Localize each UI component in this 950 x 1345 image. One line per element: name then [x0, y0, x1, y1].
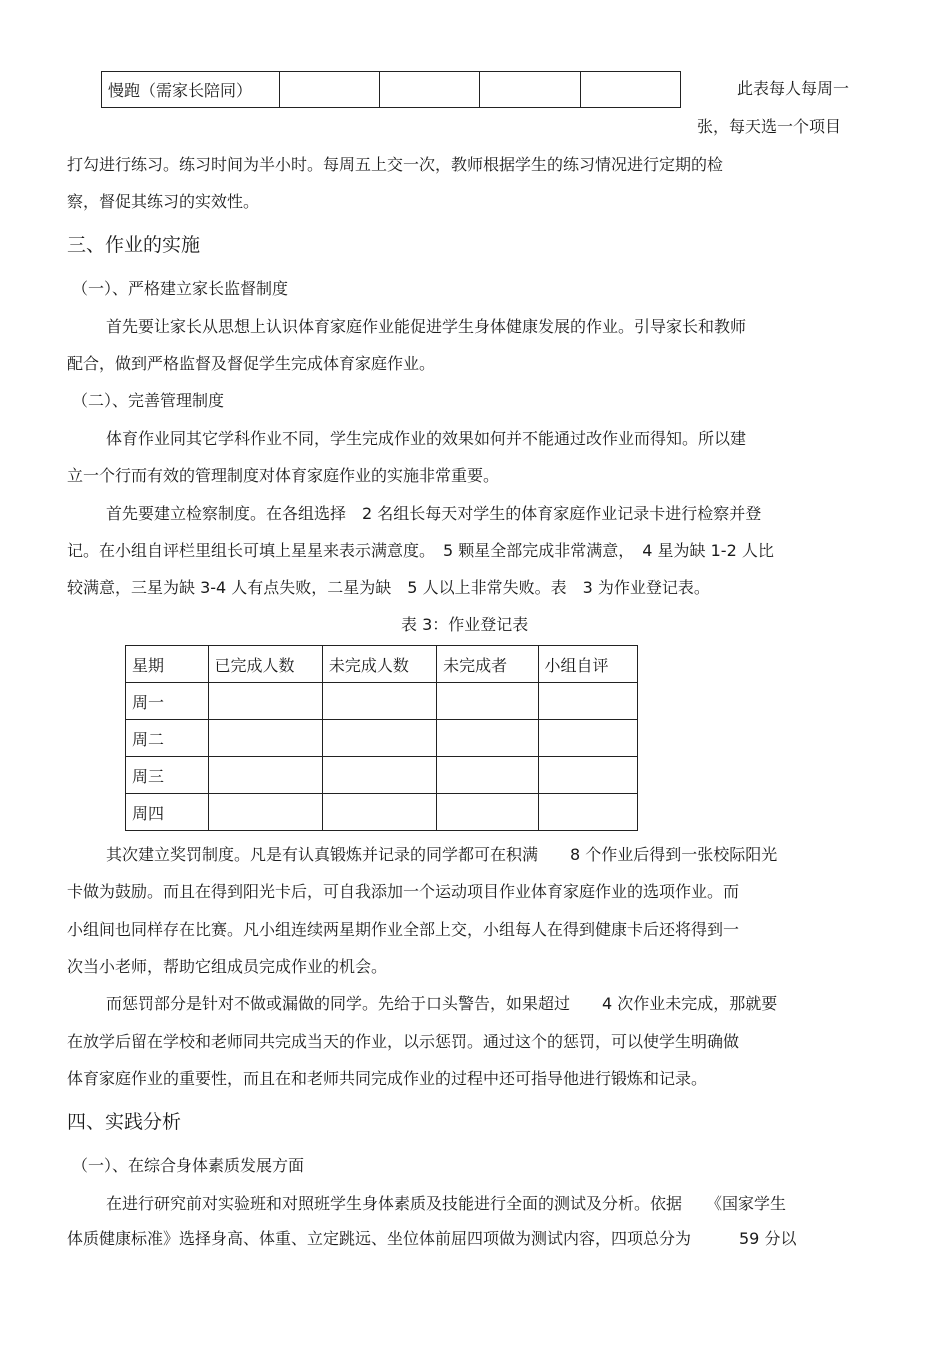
table-cell [322, 720, 436, 757]
body-text: 配合，做到严格监督及督促学生完成体育家庭作业。 [67, 354, 436, 373]
table-header-row [126, 646, 638, 683]
exercise-table-last-row [101, 71, 681, 108]
table-row [126, 683, 638, 720]
section-heading: 三、作业的实施 [67, 234, 201, 256]
body-text: 在放学后留在学校和老师同共完成当天的作业，以示惩罚。通过这个的惩罚，可以使学生明确做 [67, 1032, 740, 1051]
table-cell [437, 757, 538, 794]
body-text: 较满意，三星为缺 3-4 人有点失败，二星为缺 5 人以上非常失败。表 3 为作业登记表。 [67, 578, 710, 597]
body-text: 立一个行而有效的管理制度对体育家庭作业的实施非常重要。 [67, 466, 500, 485]
body-text: 张，每天选一个项目 [697, 117, 842, 136]
body-text: 体质健康标准》选择身高、体重、立定跳远、坐位体前屈四项做为测试内容，四项总分为 59 分以 [67, 1229, 797, 1248]
body-text: 体育作业同其它学科作业不同，学生完成作业的效果如何并不能通过改作业而得知。所以建 [106, 429, 747, 448]
subsection-heading: （二）、完善管理制度 [72, 391, 225, 410]
table-cell [322, 757, 436, 794]
table-cell [538, 683, 637, 720]
table-header: 小组自评 [538, 646, 637, 683]
table-cell [380, 72, 480, 108]
table-cell [538, 794, 637, 831]
body-text: 此表每人每周一 [737, 79, 850, 98]
table-cell [538, 757, 637, 794]
table-cell: 周四 [126, 794, 209, 831]
body-text: 记。在小组自评栏里组长可填上星星来表示满意度。 5 颗星全部完成非常满意， 4 星为缺 1-2 人比 [67, 541, 774, 560]
table-cell: 周三 [126, 757, 209, 794]
body-text: 其次建立奖罚制度。凡是有认真锻炼并记录的同学都可在积满 8 个作业后得到一张校际阳光 [106, 845, 778, 864]
table-cell [208, 757, 322, 794]
table-header: 星期 [126, 646, 209, 683]
body-text: 打勾进行练习。练习时间为半小时。每周五上交一次，教师根据学生的练习情况进行定期的检 [67, 155, 724, 174]
table-cell [437, 683, 538, 720]
table-header: 已完成人数 [208, 646, 322, 683]
table-cell [437, 794, 538, 831]
body-text: 首先要让家长从思想上认识体育家庭作业能促进学生身体健康发展的作业。引导家长和教师 [106, 317, 747, 336]
table-header: 未完成人数 [322, 646, 436, 683]
body-text: 察，督促其练习的实效性。 [67, 192, 260, 211]
table-cell [437, 720, 538, 757]
body-text: 而惩罚部分是针对不做或漏做的同学。先给于口头警告，如果超过 4 次作业未完成，那就要 [106, 994, 778, 1013]
subsection-heading: （一）、严格建立家长监督制度 [72, 279, 289, 298]
table-caption: 表 3：作业登记表 [401, 615, 529, 634]
table-cell [279, 72, 379, 108]
body-text: 次当小老师，帮助它组成员完成作业的机会。 [67, 957, 388, 976]
table-cell: 周二 [126, 720, 209, 757]
table-cell: 周一 [126, 683, 209, 720]
body-text: 卡做为鼓励。而且在得到阳光卡后，可自我添加一个运动项目作业体育家庭作业的选项作业。而 [67, 882, 740, 901]
subsection-heading: （一）、在综合身体素质发展方面 [72, 1156, 305, 1175]
homework-register-table [125, 645, 638, 831]
table-cell [322, 683, 436, 720]
table-cell: 慢跑（需家长陪同） [102, 72, 280, 108]
table-cell [538, 720, 637, 757]
table-header: 未完成者 [437, 646, 538, 683]
table-cell [480, 72, 580, 108]
table-cell [208, 794, 322, 831]
table-row [126, 720, 638, 757]
table-row [126, 794, 638, 831]
table-cell [208, 683, 322, 720]
body-text: 小组间也同样存在比赛。凡小组连续两星期作业全部上交，小组每人在得到健康卡后还将得到一 [67, 920, 740, 939]
body-text: 体育家庭作业的重要性，而且在和老师共同完成作业的过程中还可指导他进行锻炼和记录。 [67, 1069, 708, 1088]
body-text: 首先要建立检察制度。在各组选择 2 名组长每天对学生的体育家庭作业记录卡进行检察并登 [106, 504, 762, 523]
body-text: 在进行研究前对实验班和对照班学生身体素质及技能进行全面的测试及分析。依据 《国家学生 [106, 1194, 787, 1213]
section-heading: 四、实践分析 [67, 1111, 182, 1133]
table-row [102, 72, 681, 108]
table-cell [322, 794, 436, 831]
table-cell [580, 72, 680, 108]
table-row [126, 757, 638, 794]
table-cell [208, 720, 322, 757]
